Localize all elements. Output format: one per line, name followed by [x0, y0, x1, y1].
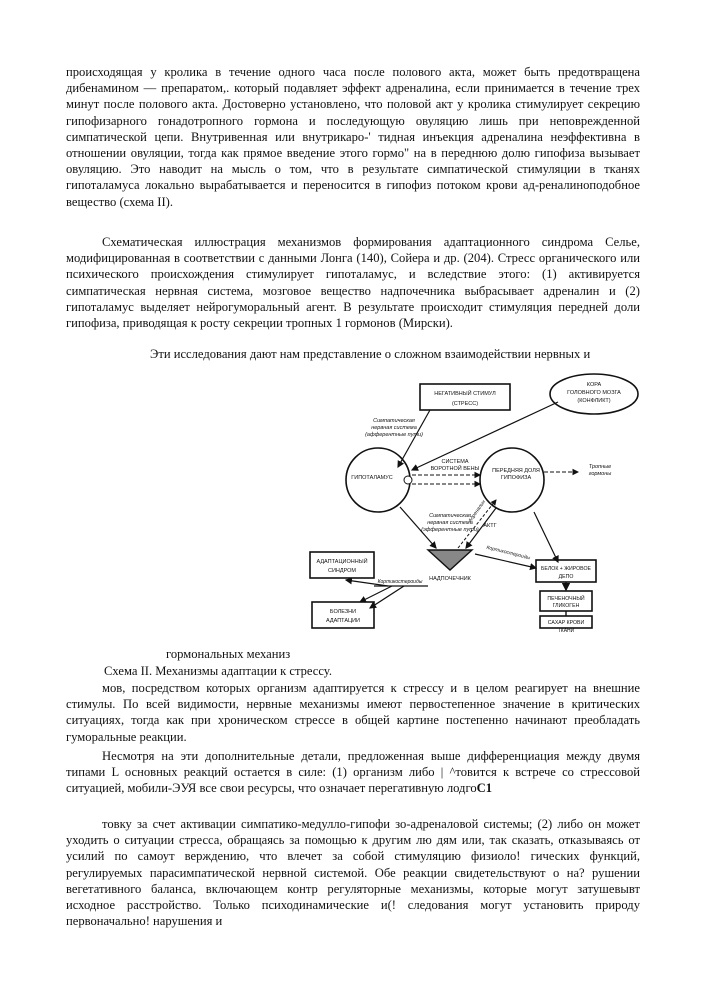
figure-caption: Схема II. Механизмы адаптации к стрессу.: [104, 664, 332, 678]
pituitary-label-2: ГИПОФИЗА: [500, 475, 532, 481]
sympathetic-efferent-1: Симпатическая: [429, 513, 471, 519]
paragraph-2: Схематическая иллюстрация механизмов формирования адаптационного синдрома Селье, модифицированная в соответствии с данными Лонга (140), Сойера и др. (204). Стресс органического или психического происхождения стимулирует гипоталамус, и вследствие этого: (1) активируется симпатическая нервная система, мозговое вещество надпочечника выбрасывает адреналин и (2) гипоталамус выделяет нейрогуморальный агент. В результате происходит стимуляция передней доли гипофиза, приводящая к росту секреции тропных 1 гормонов (Мирски).: [66, 235, 640, 331]
blood-sugar-box: [540, 616, 592, 628]
sympathetic-efferent-3: (эфферентные пути): [421, 527, 479, 533]
paragraph-4: мов, посредством которых организм адаптируется к стрессу и в целом реагирует на внешние стимулы. По всей видимости, нервные механизмы имеют первостепенное значение в критических ситуациях, тогда как при хроническом стрессе в общей картине постепенно начинают преобладать гуморальные реакции.: [66, 681, 640, 744]
paragraph-5-text: Несмотря на эти дополнительные детали, предложенная выше дифференциация между двумя типами L основных реакций остается в силе: (1) организм либо | ^товится к встрече со стрессовой ситуацией, мобили-ЭУЯ все свои ресурсы, что означает перегативную лодго: [66, 749, 640, 796]
adrenal-gland: [428, 550, 472, 582]
protein-fat-1: БЕЛОК + ЖИРОВОЕ: [541, 566, 591, 572]
pituitary-circle: [480, 448, 544, 512]
portal-system-1: СИСТЕМА: [441, 459, 469, 465]
adaptation-diseases-2: АДАПТАЦИИ: [326, 618, 360, 624]
adaptation-diseases-box: [312, 602, 374, 628]
cortex-ellipse: [550, 374, 638, 414]
protein-fat-box: [536, 560, 596, 582]
sympathetic-efferent-2: нервная система: [427, 520, 473, 526]
sympathetic-afferent-1: Симпатическая: [373, 418, 415, 424]
cortex-label-2: ГОЛОВНОГО МОЗГА: [567, 390, 621, 396]
paragraph-3-line: Эти исследования дают нам представление о сложном взаимодействии нервных и: [150, 347, 591, 361]
protein-fat-2: ДЕПО: [558, 574, 574, 580]
corticosteroids-left: Кортикостероиды: [377, 579, 423, 585]
hypothalamus-label: ГИПОТАЛАМУС: [351, 475, 393, 481]
paragraph-1: происходящая у кролика в течение одного часа после полового акта, может быть предотвращена дибенамином — препаратом,. который подавляет эффект адреналина, если принимается в течение трех минут после полового акта. Достоверно установлено, что половой акт у кролика стимулирует секрецию гипофизарного гонадотропного гормона и последующую овуляцию лишь при неповрежденной симпатической цепи. Внутривенная или внутрикаро-' тидная инъекция адреналина неэффективна в отношении овуляции, тогда как прямое введение этого гормо" на в переднюю долю гипофиза вызывает овуляцию. Это наводит на мысль о том, что в результате симпатической стимуляции в тканях гипоталамуса локально вырабатывается и переносится в гипофиз потоком крови ад-реналиноподобное вещество (схема II).: [66, 65, 640, 209]
adaptation-syndrome-1: АДАПТАЦИОННЫЙ: [316, 559, 368, 565]
adaptation-diagram: [300, 372, 660, 632]
adaptation-syndrome-box: [310, 552, 374, 578]
tropic-hormones-1: Тропные: [588, 464, 612, 470]
blood-sugar-label: САХАР КРОВИ: [547, 620, 585, 626]
portal-system-2: ВОРОТНОЙ ВЕНЫ: [430, 466, 480, 472]
paragraph-5-bold: C1: [476, 781, 493, 796]
adaptation-syndrome-2: СИНДРОМ: [327, 568, 357, 574]
sympathetic-afferent-3: (афферентные пути): [365, 432, 423, 438]
tissues-label: ТКАНИ: [557, 628, 575, 632]
negative-stimulus-label: НЕГАТИВНЫЙ СТИМУЛ: [434, 391, 496, 397]
pituitary-to-depot-arrow: [534, 512, 558, 562]
corticosteroids-right: Кортикостероиды: [485, 544, 531, 562]
paragraph-5: [66, 748, 640, 797]
negative-stimulus-sublabel: (СТРЕСС): [451, 401, 479, 407]
text-fragment: гормональных механиз: [166, 647, 291, 661]
cortex-label-3: (КОНФЛИКТ): [577, 398, 611, 404]
liver-glycogen-box: [540, 591, 592, 611]
adaptation-diseases-1: БОЛЕЗНИ: [329, 609, 357, 615]
paragraph-6: товку за счет активации симпатико-медулло-гипофи зо-адреналовой системы; (2) либо он может уходить о ситуации стресса, обращаясь за помощью к другим лю дям или, так сказать, отказываясь от усилий по самоут верждению, что влечет за собой стимуляцию физиоло! гических функций, регулируемых парасимпатической нервной системой. Обе реакции свидетельствуют о на? рушении вегетативного баланса, включающем контр регуляторные механизмы, которые могут затушевывт исходное расстройство. Только психодинамические и(! следования могут установить природу первоначально! нарушения и: [66, 817, 640, 929]
adrenal-label: НАДПОЧЕЧНИК: [429, 576, 471, 582]
corticosteroids-disease-arrow-1: [360, 586, 392, 602]
pituitary-label-1: ПЕРЕДНЯЯ ДОЛЯ: [492, 468, 540, 474]
hypothalamus-circle: [346, 448, 412, 512]
cortex-label-1: КОРА: [586, 382, 602, 388]
adrenaline-label: Адреналин: [467, 499, 487, 524]
liver-glycogen-2: ГЛИКОГЕН: [552, 603, 580, 609]
corticosteroids-disease-arrow-2: [370, 586, 404, 608]
liver-glycogen-1: ПЕЧЕНОЧНЫЙ: [547, 596, 585, 602]
sympathetic-afferent-2: нервная система: [371, 425, 417, 431]
tropic-hormones-2: гормоны: [588, 471, 612, 477]
acth-label: АКТГ: [483, 523, 497, 529]
negative-stimulus-box: [420, 384, 510, 410]
